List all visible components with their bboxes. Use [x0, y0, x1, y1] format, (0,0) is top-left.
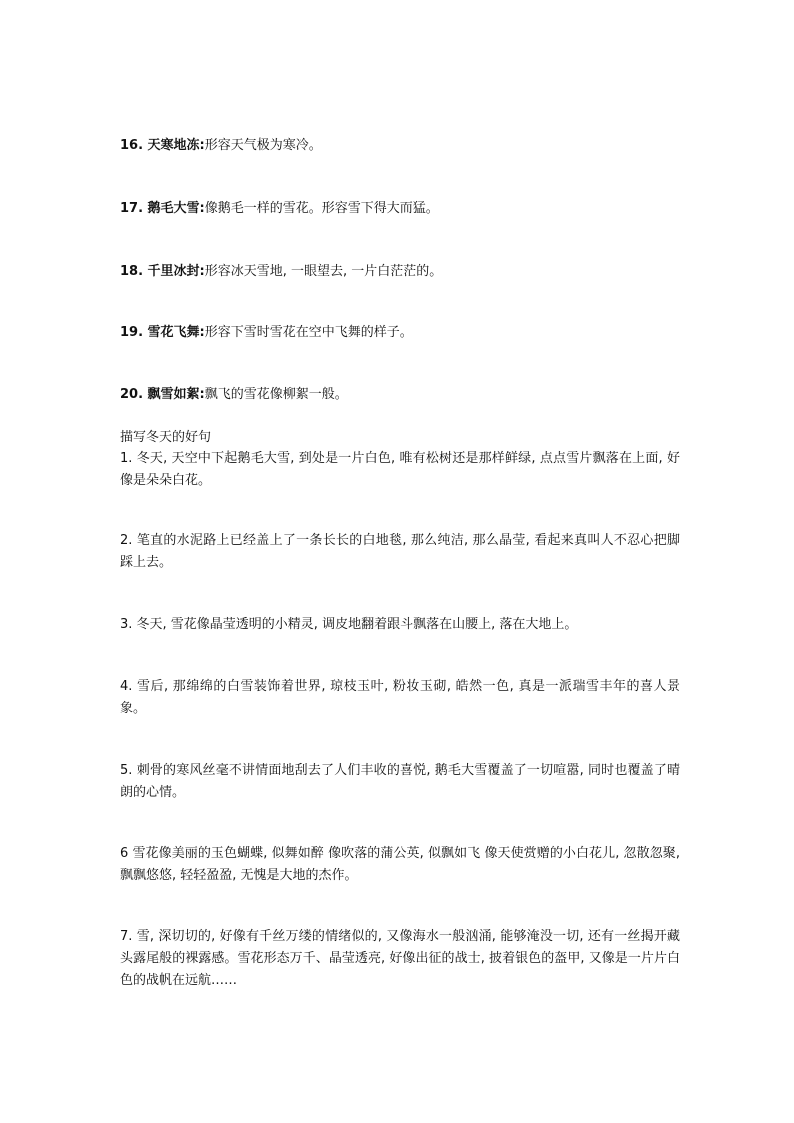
- idiom-entry-20: [120, 384, 680, 406]
- sentence-3: 3. 冬天, 雪花像晶莹透明的小精灵, 调皮地翻着跟斗飘落在山腰上, 落在大地上。: [120, 617, 578, 632]
- idiom-description: 形容冰天雪地, 一眼望去, 一片白茫茫的。: [204, 264, 443, 279]
- section-title: 描写冬天的好句: [120, 430, 212, 445]
- idiom-term: 19. 雪花飞舞:: [120, 325, 205, 340]
- idiom-description: 像鹅毛一样的雪花。形容雪下得大而猛。: [204, 201, 439, 216]
- sentence-7: 7. 雪, 深切切的, 好像有千丝万缕的情绪似的, 又像海水一般汹涌, 能够淹没一切, 还有一丝揭开藏头露尾般的裸露感。雪花形态万千、晶莹透亮, 好像出征的战士, 披着银色的盔甲, 又像是一片片白色的战帆在远航……: [120, 929, 680, 988]
- idiom-entry-16: [120, 135, 680, 157]
- idiom-description: 形容下雪时雪花在空中飞舞的样子。: [204, 325, 413, 340]
- idiom-term: 18. 千里冰封:: [120, 264, 205, 279]
- idiom-term: 16. 天寒地冻:: [120, 138, 205, 153]
- sentence-5: 5. 刺骨的寒风丝毫不讲情面地刮去了人们丰收的喜悦, 鹅毛大雪覆盖了一切喧嚣, 同时也覆盖了晴朗的心情。: [120, 763, 680, 800]
- idiom-entry-17: [120, 198, 680, 220]
- idiom-entry-18: [120, 261, 680, 283]
- idiom-term: 20. 飘雪如絮:: [120, 387, 205, 402]
- sentence-4: 4. 雪后, 那绵绵的白雪装饰着世界, 琼枝玉叶, 粉妆玉砌, 皓然一色, 真是一派瑞雪丰年的喜人景象。: [120, 679, 680, 716]
- sentence-2: 2. 笔直的水泥路上已经盖上了一条长长的白地毯, 那么纯洁, 那么晶莹, 看起来真叫人不忍心把脚踩上去。: [120, 533, 680, 570]
- idiom-entry-19: [120, 322, 680, 344]
- idiom-term: 17. 鹅毛大雪:: [120, 201, 205, 216]
- sentence-6: 6 雪花像美丽的玉色蝴蝶, 似舞如醉 像吹落的蒲公英, 似飘如飞 像天使赏赠的小白花儿, 忽散忽聚, 飘飘悠悠, 轻轻盈盈, 无愧是大地的杰作。: [120, 846, 680, 883]
- idiom-description: 形容天气极为寒冷。: [204, 138, 322, 153]
- sentence-1: 1. 冬天, 天空中下起鹅毛大雪, 到处是一片白色, 唯有松树还是那样鲜绿, 点点雪片飘落在上面, 好像是朵朵白花。: [120, 451, 680, 488]
- idiom-description: 飘飞的雪花像柳絮一般。: [204, 387, 348, 402]
